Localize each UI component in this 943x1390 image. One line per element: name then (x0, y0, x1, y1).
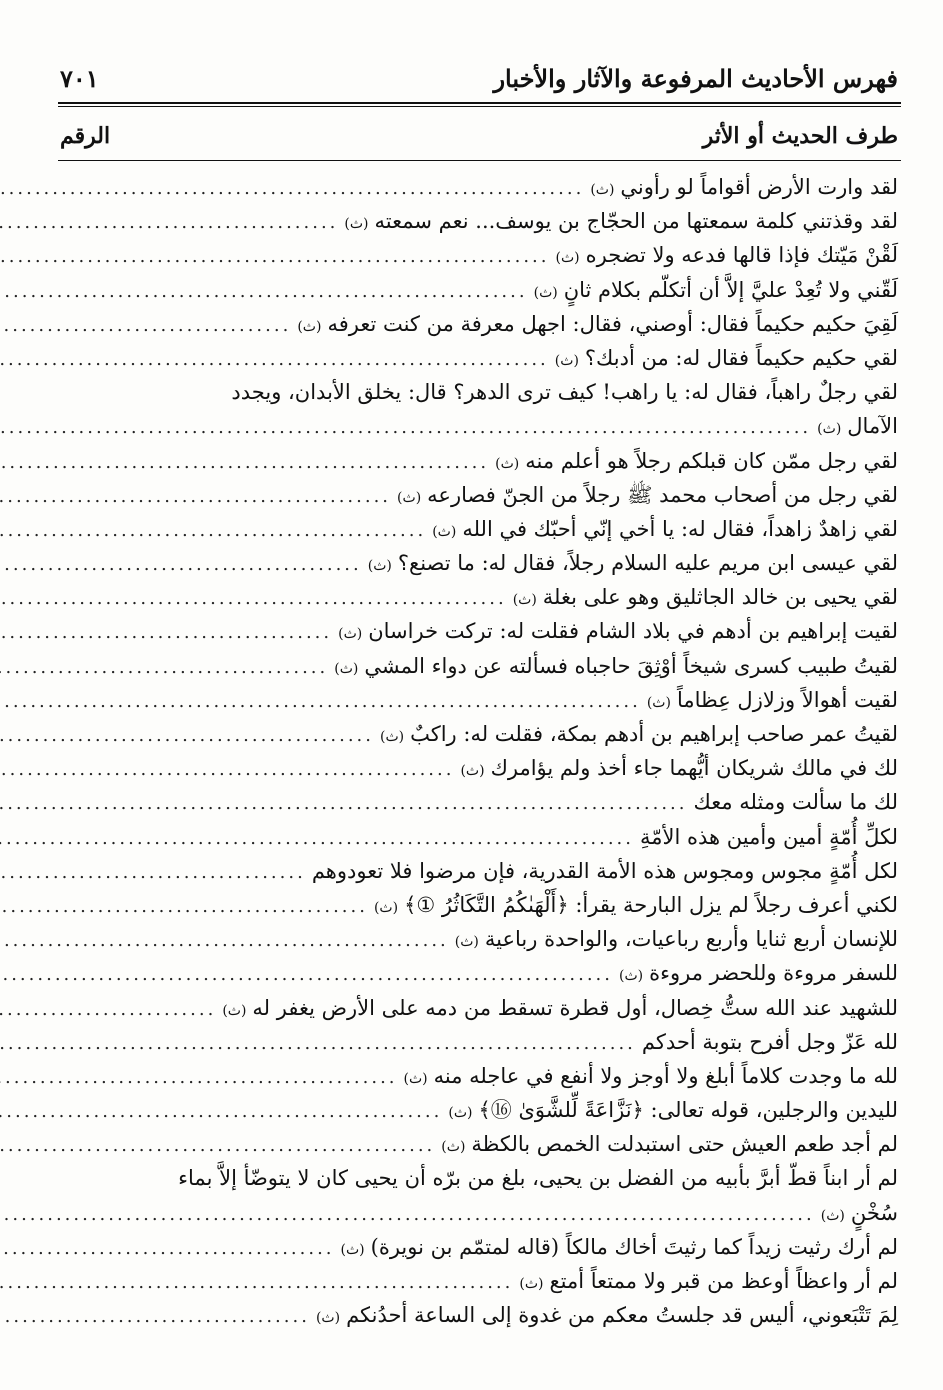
index-entry (60, 683, 898, 717)
entry-line (60, 888, 898, 922)
entry-line (60, 512, 898, 546)
leader-dots (0, 856, 312, 890)
athar-mark: (ث) (334, 660, 359, 677)
index-entry (60, 546, 898, 580)
index-entry (60, 820, 898, 854)
leader-dots (0, 582, 513, 616)
leader-dots (0, 1061, 404, 1095)
athar-mark: (ث) (817, 421, 842, 438)
entry-text: للإنسان أربع ثنايا وأربع رباعيات، والواحدة رباعية (484, 927, 898, 952)
entry-line (60, 1196, 898, 1230)
index-entry (60, 1025, 898, 1059)
column-headings (60, 116, 898, 156)
entry-text: لم أجد طعم العيش حتى استبدلت الخمص بالكظة (471, 1132, 898, 1157)
entry-line (60, 170, 898, 204)
index-entry (60, 307, 898, 341)
leader-dots (0, 958, 619, 992)
athar-mark: (ث) (554, 352, 579, 369)
athar-mark: (ث) (344, 216, 369, 233)
page-number: ٧٠١ (60, 63, 99, 93)
entry-text: لَقّني ولا تُعِدْ عليَّ إلاَّ أن أتكلّم بكلام ثانٍ (563, 277, 898, 302)
leader-dots (0, 924, 455, 958)
entry-text: لقي رجلٌ راهباً، فقال له: يا راهب! كيف ترى الدهر؟ قال: يخلق الأبدان، ويجدد (231, 380, 898, 405)
leader-dots (0, 480, 397, 514)
index-entry (60, 717, 898, 751)
entry-line (60, 991, 898, 1025)
entry-text: لقي رجل ممّن كان قبلكم رجلاً هو أعلم منه (525, 448, 898, 473)
entry-line (60, 820, 898, 854)
entry-text: لقد وقذتني كلمة سمعتها من الحجّاج بن يوسف... نعم سمعته (374, 209, 898, 234)
index-entry (60, 888, 898, 922)
entry-text: لقي عيسى ابن مريم عليه السلام رجلاً، فقال له: ما تصنع؟ (397, 551, 898, 576)
athar-mark: (ث) (380, 729, 405, 745)
athar-mark: (ث) (315, 1310, 341, 1327)
leader-dots (0, 275, 534, 309)
entry-line (60, 204, 898, 238)
index-entry (60, 238, 898, 272)
leader-dots (0, 685, 647, 719)
athar-mark: (ث) (338, 626, 363, 643)
index-entry (60, 1127, 898, 1161)
leader-dots (0, 309, 297, 343)
entry-text: للشهيد عند الله ستُّ خِصال، أول قطرة تسقط من دمه على الأرض يغفر له (252, 995, 898, 1020)
index-entry (60, 614, 898, 648)
athar-mark: (ث) (555, 250, 580, 267)
leader-dots (0, 206, 344, 240)
entry-line (60, 1025, 898, 1059)
leader-dots (0, 240, 556, 274)
entry-text: لله ما وجدت كلاماً أبلغ ولا أوجز ولا أنفع في عاجله منه (433, 1063, 898, 1088)
entry-line (60, 375, 898, 409)
entry-text: للسفر مروءة وللحضر مروءة (649, 961, 898, 986)
entry-line (60, 649, 898, 683)
athar-mark: (ث) (519, 1276, 544, 1292)
entry-text: لك ما سألت ومثله معك (693, 790, 898, 815)
entry-text: سُخْنٍ (850, 1200, 898, 1225)
entry-text: لقيتُ عمر صاحب إبراهيم بن أدهم بمكة، فقلت له: راكبٌ (410, 722, 898, 746)
leader-dots (0, 446, 495, 480)
entry-line (60, 1298, 898, 1332)
index-entry (60, 273, 898, 307)
index-entry (60, 204, 898, 238)
entry-text: لَقْنْ مَيّتك فإذا قالها فدعه ولا تضجره (585, 243, 898, 268)
entry-text: لقي زاهدٌ زاهداً، فقال له: يا أخي إنّي أحبّك في الله (462, 516, 898, 541)
athar-mark: (ث) (441, 1139, 466, 1156)
entry-line (60, 751, 898, 785)
entry-text: لقي حكيم حكيماً فقال له: من أدبك؟ (584, 345, 898, 370)
index-entry (60, 785, 898, 819)
leader-dots (0, 1198, 821, 1232)
page-title: فهرس الأحاديث المرفوعة والآثار والأخبار (493, 63, 898, 93)
entry-line (60, 854, 898, 888)
leader-dots (0, 1232, 341, 1266)
leader-dots (0, 787, 694, 821)
entry-text: لقيت إبراهيم بن أدهم في بلاد الشام فقلت له: تركت خراسان (368, 619, 898, 644)
leader-dots (0, 822, 640, 856)
leader-dots (0, 1027, 642, 1061)
athar-mark: (ث) (373, 899, 399, 916)
number-column-heading: الرقم (60, 123, 111, 149)
index-entry (60, 751, 898, 785)
index-entry (60, 478, 898, 512)
entry-line (60, 956, 898, 990)
index-entry (60, 444, 898, 478)
entry-text: لليدين والرجلين، قوله تعالى: ﴿نَزَّاعَةً لِّلشَّوَىٰ ⑯﴾ (478, 1098, 898, 1123)
entry-line (60, 444, 898, 478)
leader-dots (0, 993, 222, 1027)
index-entry (60, 1161, 898, 1229)
leader-dots (0, 514, 432, 548)
entry-text: الآمال (847, 414, 898, 439)
index-entry (60, 991, 898, 1025)
athar-mark: (ث) (432, 523, 457, 540)
entry-text: لقد وارت الأرض أقواماً لو رأوني (620, 175, 898, 199)
leader-dots (0, 548, 368, 582)
index-entry (60, 580, 898, 614)
leader-dots (0, 343, 555, 377)
index-entry (60, 375, 898, 443)
index-entry (60, 956, 898, 990)
column-heading-rule (58, 160, 901, 161)
entry-line (60, 1093, 898, 1127)
leader-dots (0, 719, 380, 753)
athar-mark: (ث) (367, 558, 392, 575)
leader-dots (0, 616, 338, 650)
entry-text: لقي رجل من أصحاب محمد ﷺ رجلاً من الجنّ فصارعه (427, 482, 898, 507)
entry-line (60, 546, 898, 580)
entry-line (60, 683, 898, 717)
entry-line (60, 273, 898, 307)
entry-text: لكني أعرف رجلاً لم يزل البارحة يقرأ: ﴿أَلْهَىٰكُمُ التَّكَاثُرُ ①﴾ (404, 892, 898, 917)
athar-mark: (ث) (820, 1207, 845, 1224)
athar-mark: (ث) (454, 934, 479, 951)
index-entry (60, 1298, 898, 1332)
entry-line (60, 785, 898, 819)
leader-dots (0, 753, 460, 787)
entry-text: لِمَ تَتْبَعوني، أليس قد جلستُ معكم من غدوة إلى الساعة أحدُنكم (346, 1303, 898, 1328)
leader-dots (0, 1266, 519, 1300)
index-entry (60, 512, 898, 546)
entry-line (60, 1230, 898, 1264)
entry-line (60, 580, 898, 614)
leader-dots (0, 1300, 316, 1334)
leader-dots (0, 1095, 448, 1129)
athar-mark: (ث) (460, 763, 485, 780)
leader-dots (0, 890, 374, 924)
entry-text: لقي يحيى بن خالد الجاثليق وهو على بغلة (542, 585, 898, 610)
entry-text: لقيتُ طبيب كسرى شيخاً أوْثِقَ حاجباه فسألته عن دواء المشي (364, 653, 898, 678)
athar-mark: (ث) (340, 1241, 365, 1258)
index-entry (60, 170, 898, 204)
entry-line (60, 478, 898, 512)
leader-dots (0, 651, 334, 685)
entry-line (60, 238, 898, 272)
athar-mark: (ث) (222, 1002, 247, 1019)
entry-text: لكل أُمّةٍ مجوس ومجوس هذه الأمة القدرية، فإن مرضوا فلا تعودوهم (311, 858, 898, 883)
entry-line (60, 1127, 898, 1161)
index-entry (60, 1059, 898, 1093)
entry-line (60, 341, 898, 375)
athar-mark: (ث) (297, 318, 322, 335)
index-entry (60, 341, 898, 375)
entry-text: لقيت أهوالاً وزلازل عِظاماً (676, 687, 898, 712)
athar-mark: (ث) (397, 489, 422, 506)
index-entry (60, 1230, 898, 1264)
entry-text: لَقِيَ حكيم حكيماً فقال: أوصني، فقال: اجهل معرفة من كنت تعرفه (327, 311, 898, 336)
athar-mark: (ث) (403, 1070, 428, 1087)
running-header (60, 58, 898, 98)
leader-dots (0, 1129, 441, 1163)
athar-mark: (ث) (448, 1105, 473, 1122)
athar-mark: (ث) (590, 182, 615, 198)
athar-mark: (ث) (512, 592, 537, 609)
index-entry (60, 1264, 898, 1298)
entry-text: لم أر ابناً قطّ أبرَّ بأبيه من الفضل بن يحيى، بلغ من برّه أن يحيى كان لا يتوضّأ إلاَّ بماء (178, 1166, 898, 1191)
index-entry (60, 922, 898, 956)
athar-mark: (ث) (646, 694, 671, 711)
entry-line (60, 922, 898, 956)
entry-line (60, 409, 898, 443)
entry-line (60, 1264, 898, 1298)
entry-text: لك في مالك شريكان أيُّهما جاء أخذ ولم يؤامرك (490, 756, 898, 781)
header-rule-thin (58, 106, 901, 107)
entry-line (60, 614, 898, 648)
entry-text: لله عَزّ وجل أفرح بتوبة أحدكم (641, 1029, 898, 1054)
entry-line (60, 717, 898, 751)
athar-mark: (ث) (495, 455, 520, 472)
entry-text: لم أر واعظاً أوعظ من قبر ولا ممتعاً أمتع (549, 1269, 898, 1293)
entry-text: لم أرك رثيت زيداً كما رثيتَ أخاك مالكاً (قاله لمتمّم بن نويرة) (370, 1234, 898, 1259)
header-rule (58, 102, 901, 104)
text-column-heading: طرف الحديث أو الأثر (702, 123, 898, 149)
entry-line (60, 307, 898, 341)
index-entry (60, 854, 898, 888)
index-entry (60, 1093, 898, 1127)
entry-text: لكلِّ أُمّةٍ أمين وأمين هذه الأمّةِ (640, 824, 898, 849)
entry-line (60, 1059, 898, 1093)
athar-mark: (ث) (619, 968, 644, 985)
index-entry (60, 649, 898, 683)
entry-line (60, 1161, 898, 1195)
index-entries (60, 170, 898, 1332)
leader-dots (0, 172, 590, 206)
athar-mark: (ث) (533, 284, 558, 301)
leader-dots (0, 411, 817, 445)
